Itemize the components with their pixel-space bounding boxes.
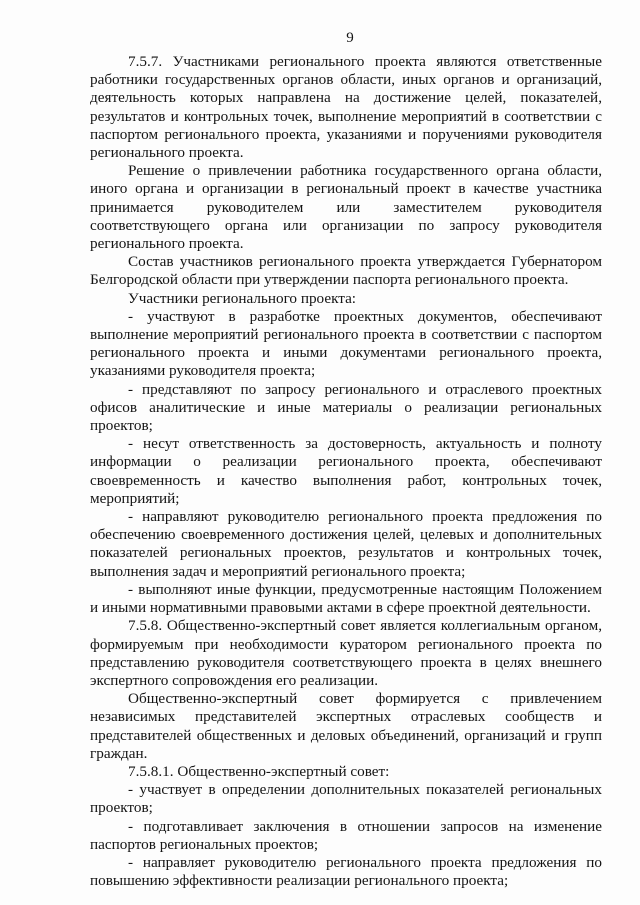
page-number: 9 xyxy=(346,30,354,46)
paragraph-participant-decision: Решение о привлечении работника государственного органа области, иного органа и организации в региональный проект в качестве участника принимается руководителем или заместителем руководителя соответствующего органа или организации по запросу руководителя регионального проекта. xyxy=(90,162,602,253)
list-item-provide-materials: - представляют по запросу регионального и отраслевого проектных офисов аналитические и иные материалы о реализации региональных проектов; xyxy=(90,380,602,435)
paragraph-participants-heading: Участники регионального проекта: xyxy=(128,289,357,307)
paragraph-participants-approval: Состав участников регионального проекта утверждается Губернатором Белгородской области при утверждении паспорта регионального проекта. xyxy=(90,253,602,289)
list-item-proposals: - направляют руководителю регионального проекта предложения по обеспечению своевременного достижения целей, целевых и дополнительных показателей региональных проектов, результатов и контрольных точек, выполнения задач и мероприятий регионального проекта; xyxy=(90,508,602,580)
list-item-participate: - участвуют в разработке проектных документов, обеспечивают выполнение мероприятий регионального проекта в соответствии с паспортом регионального проекта и иными документами регионального проекта, указаниями руководителя проекта; xyxy=(90,307,602,380)
paragraph-council-formation: Общественно-экспертный совет формируется с привлечением независимых представителей экспертных отраслевых сообществ и представителей общественных и деловых объединений, организаций и групп граждан. xyxy=(90,690,602,762)
paragraph-7-5-8-1: 7.5.8.1. Общественно-экспертный совет: xyxy=(128,762,390,780)
paragraph-7-5-7: 7.5.7. Участниками регионального проекта являются ответственные работники государственных органов области, иных органов и организаций, деятельность которых направлена на достижение целей, показателей, результатов и контрольных точек, выполнение мероприятий в соответствии с паспортом регионального проекта, указаниями и поручениями руководителя регионального проекта. xyxy=(90,53,602,162)
paragraph-7-5-8: 7.5.8. Общественно-экспертный совет является коллегиальным органом, формируемым при необходимости куратором регионального проекта по представлению руководителя соответствующего проекта в целях внешнего экспертного сопровождения его реализации. xyxy=(90,617,602,689)
list-item-efficiency-proposals: - направляет руководителю регионального проекта предложения по повышению эффективности реализации регионального проекта; xyxy=(90,853,602,890)
list-item-conclusions: - подготавливает заключения в отношении запросов на изменение паспортов региональных проектов; xyxy=(90,817,602,853)
list-item-responsibility: - несут ответственность за достоверность, актуальность и полноту информации о реализации регионального проекта, обеспечивают своевременность и качество выполнения работ, контрольных точек, мероприятий; xyxy=(90,435,602,507)
list-item-other-functions: - выполняют иные функции, предусмотренные настоящим Положением и иными нормативными правовыми актами в сфере проектной деятельности. xyxy=(90,580,602,617)
list-item-indicators: - участвует в определении дополнительных показателей региональных проектов; xyxy=(90,781,602,817)
